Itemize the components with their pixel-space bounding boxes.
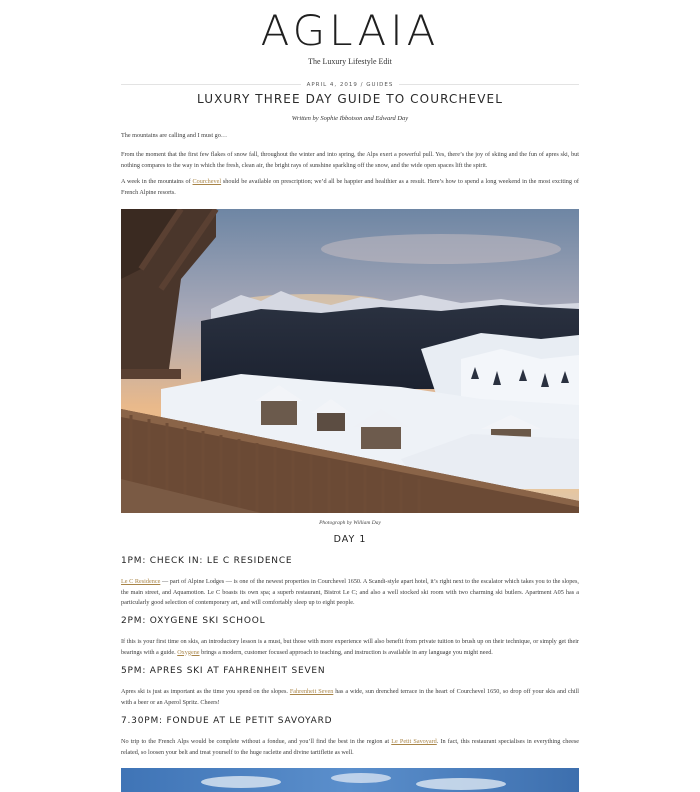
fahrenheit-seven-link[interactable]: Fahrenheit Seven [289, 688, 334, 695]
section-2-body: If this is your first time on skis, an introductory lesson is a must, but those with more experience will also benefit from private tuition to brush up on their technique, or simply get their bearings with a guide. Oxygene brings a modern, customer focused approach to teaching, and instruction is available in any language you might need. [121, 638, 579, 656]
intro-paragraph-2: From the moment that the first few flakes of snow fall, throughout the winter and into spring, the Alps exert a powerful pull. Yes, there’s the joy of skiing and the fun of apres ski, but nothing compares to the way in which the fresh, clean air, the bright rays of sunshine sparkling off the snow, and the wide open spaces lift the spirit. [121, 151, 579, 169]
section-heading: 2PM: OXYGENE SKI SCHOOL [121, 616, 266, 626]
oxygene-link[interactable]: Oxygene [177, 648, 200, 656]
site-tagline: The Luxury Lifestyle Edit [308, 57, 392, 66]
article-byline: Written by Sophie Ibbotson and Edward Day [291, 115, 409, 122]
section-3 [121, 666, 579, 676]
section-2 [121, 616, 579, 626]
section-1-body: Le C Residence — part of Alpine Lodges — is one of the newest properties in Courchevel 1650. A Scandi-style apart hotel, it’s right next to the escalator which takes you to the slopes, the main street, and Aquamotion. Le C boasts its own spa; a superb restaurant, Bistrot Le C; and also a well stocked ski room with two charming ski butlers. Apartment A05 has a particularly good selection of contemporary art, and will comfortably sleep up to eight people. [121, 578, 579, 606]
le-c-residence-link[interactable]: Le C Residence [121, 578, 161, 585]
le-petit-savoyard-link[interactable]: Le Petit Savoyard [391, 738, 437, 745]
section-3-body: Apres ski is just as important as the time you spend on the slopes. Fahrenheit Seven has a wide, sun drenched terrace in the heart of Courchevel 1650, so drop off your skis and chill with a beer or an Aperol Spritz. Cheers! [121, 688, 579, 706]
second-photo-partial [121, 768, 579, 792]
post-date-category[interactable]: APRIL 4, 2019 / GUIDES [301, 82, 400, 88]
post-meta [0, 82, 700, 88]
article-title: LUXURY THREE DAY GUIDE TO COURCHEVEL [197, 92, 503, 106]
section-4-body: No trip to the French Alps would be complete without a fondue, and you’ll find the best in the region at Le Petit Savoyard. In fact, this restaurant specialises in everything cheese related, so loosen your belt and treat yourself to the huge raclette and divine tartiflette as well. [121, 738, 579, 756]
intro-paragraph-3: A week in the mountains of Courchevel should be available on prescription; we’d all be happier and healthier as a result. Here’s how to spend a long weekend in the most exciting of French Alpine resorts. [121, 178, 579, 196]
section-heading: 7.30PM: FONDUE AT LE PETIT SAVOYARD [121, 716, 333, 726]
hero-photo-courchevel [121, 209, 579, 513]
day-heading: DAY 1 [333, 534, 367, 545]
section-heading: 1PM: CHECK IN: LE C RESIDENCE [121, 556, 293, 566]
site-logo[interactable]: AGLAIA [260, 6, 440, 55]
section-1 [121, 556, 579, 566]
sky-image [121, 768, 579, 792]
intro-paragraph-1: The mountains are calling and I must go… [121, 132, 228, 139]
section-4 [121, 716, 579, 726]
photo-caption: Photograph by William Day [319, 520, 381, 526]
section-heading: 5PM: APRES SKI AT FAHRENHEIT SEVEN [121, 666, 326, 676]
courchevel-link[interactable]: Courchevel [192, 178, 222, 185]
mountain-balcony-image [121, 209, 579, 513]
